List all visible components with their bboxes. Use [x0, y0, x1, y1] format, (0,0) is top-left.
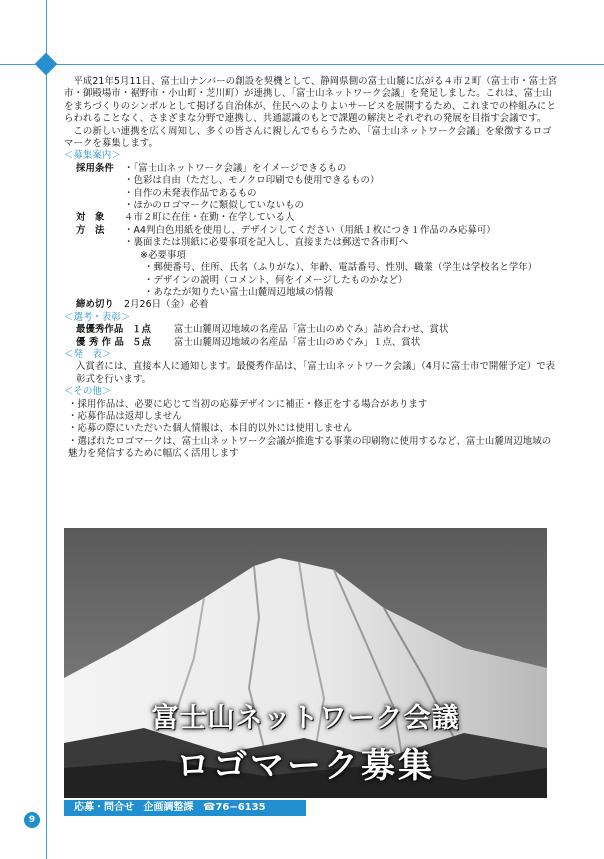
- contact-label: 応募・問合せ: [74, 802, 134, 813]
- section-heading-announce: ＜発 表＞: [64, 348, 112, 360]
- required-item: ・あなたが知りたい富士山麓周辺地域の情報: [144, 286, 334, 298]
- award-prize: 富士山麓周辺地域の名産品「富士山のめぐみ」詰め合わせ、賞状: [174, 324, 449, 336]
- award-count: １点: [132, 324, 151, 336]
- method-label: 方 法: [76, 224, 105, 236]
- intro-paragraph-1: 平成21年5月11日、富士山ナンバーの創設を契機として、静岡県側の富士山麓に広がる４市２町（富士市・富士宮市・御殿場市・裾野市・小山町・芝川町）が連携し、「富士山ネットワーク会議」を発足しました。これは、富士山をまちづくりのシンボルとして掲げる自治体が、住民へのよりよいサービスを展開するため、これまでの枠組みにとらわれることなく、さまざまな分野で連携し、共通認識のもとで課題の解決とそれぞれの発展を目指す会議です。: [64, 76, 558, 125]
- other-item: ・選ばれたロゴマークは、富士山ネットワーク会議が推進する事業の印刷物に使用するなど、富士山麓周辺地域の魅力を発信するために幅広く活用します: [68, 435, 552, 460]
- method-item: ・A4判白色用紙を使用し、デザインしてください（用紙１枚につき１作品のみ応募可）: [124, 224, 496, 236]
- method-item: ・裏面または別紙に必要事項を記入し、直接または郵送で各市町へ: [124, 237, 409, 249]
- method-row: [64, 225, 558, 237]
- condition-item: ・ほかのロゴマークに類似していないもの: [124, 200, 305, 212]
- award-label: 優 秀 作 品: [76, 336, 124, 348]
- condition-item: ・「富士山ネットワーク会議」をイメージできるもの: [124, 162, 347, 174]
- deadline-label: 締め切り: [76, 299, 114, 311]
- target-label: 対 象: [76, 212, 105, 224]
- photo-title-line-2: ロゴマーク募集: [176, 746, 435, 786]
- diamond-marker-icon: [35, 53, 58, 76]
- margin-horizontal-rule: [0, 64, 604, 65]
- required-note: ※必要事項: [140, 249, 186, 261]
- conditions-row: [64, 163, 558, 175]
- other-item: ・応募作品は返却しません: [68, 410, 182, 422]
- condition-item: ・色彩は自由（ただし、モノクロ印刷でも使用できるもの）: [124, 175, 380, 187]
- award-row: [64, 337, 558, 349]
- deadline-value: 2月26日（金）必着: [124, 299, 209, 311]
- target-row: [64, 212, 558, 224]
- award-row: [64, 324, 558, 336]
- margin-vertical-rule: [46, 0, 47, 859]
- condition-item: ・自作の未発表作品であるもの: [124, 187, 257, 199]
- deadline-row: [64, 299, 558, 311]
- mount-fuji-photo: [64, 528, 547, 798]
- section-heading-selection: ＜選考・表彰＞: [64, 311, 131, 323]
- contact-department: 企画調整課: [143, 802, 194, 813]
- photo-title-line-1: 富士山ネットワーク会議: [151, 703, 460, 734]
- required-item: ・郵便番号、住所、氏名（ふりがな）、年齢、電話番号、性別、職業（学生は学校名と学年）: [144, 262, 538, 274]
- contact-bar: [64, 800, 306, 816]
- intro-paragraph-2: この新しい連携を広く周知し、多くの皆さんに親しんでもらうため、「富士山ネットワーク会議」を象徴するロゴマークを募集します。: [64, 125, 552, 150]
- section-heading-recruit: ＜募集案内＞: [64, 150, 121, 162]
- award-label: 最優秀作品: [76, 324, 124, 336]
- award-prize: 富士山麓周辺地域の名産品「富士山のめぐみ」１点、賞状: [174, 336, 421, 348]
- award-count: ５点: [132, 336, 151, 348]
- section-heading-other: ＜その他＞: [64, 386, 112, 398]
- article-body: [64, 76, 558, 461]
- conditions-label: 採用条件: [76, 162, 114, 174]
- other-item: ・採用作品は、必要に応じて当初の応募デザインに補正・修正をする場合があります: [68, 398, 428, 410]
- other-item: ・応募の際にいただいた個人情報は、本目的以外には使用しません: [68, 423, 353, 435]
- announce-text: 入賞者には、直接本人に通知します。最優秀作品は、「富士山ネットワーク会議」（4月に富士市で開催予定）で表彰式を行います。: [76, 361, 556, 385]
- required-item: ・デザインの説明（コメント、何をイメージしたものかなど）: [144, 274, 408, 286]
- contact-phone: ☎76−6135: [202, 802, 266, 813]
- page-number-badge: 9: [24, 812, 40, 828]
- target-value: ４市２町に在住・在勤・在学している人: [124, 212, 295, 224]
